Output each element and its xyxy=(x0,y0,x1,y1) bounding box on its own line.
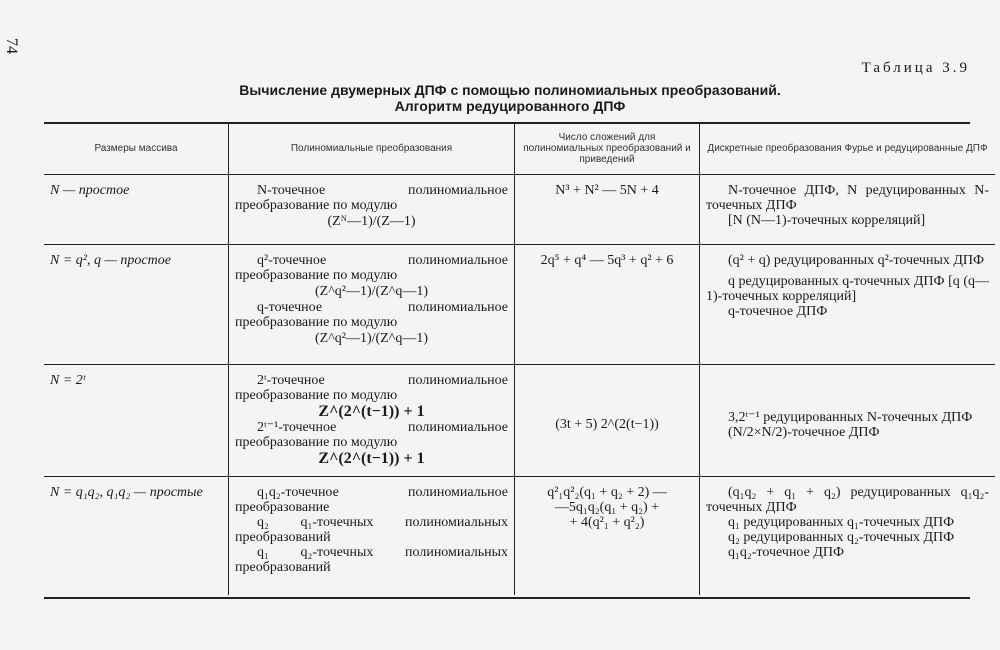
dft-text: [N (N—1)-точечных корреляций] xyxy=(728,213,926,228)
row-poly xyxy=(229,477,515,595)
adds-line: q²₁q²₂(q₁ + q₂ + 2) — xyxy=(547,485,667,500)
header-poly: Полиномиальные преобразования xyxy=(229,122,515,175)
row-poly xyxy=(229,365,515,477)
row-adds: (3t + 5) 2^(2(t−1)) xyxy=(515,365,700,477)
poly-formula: Z^(2^(t−1)) + 1 xyxy=(318,403,425,420)
row-adds: 2q⁵ + q⁴ — 5q³ + q² + 6 xyxy=(515,245,700,365)
adds-line: —5q₁q₂(q₁ + q₂) + xyxy=(554,500,660,515)
row-poly xyxy=(229,175,515,245)
table-title xyxy=(150,82,870,114)
poly-formula: (Zᴺ—1)/(Z—1) xyxy=(327,214,416,229)
table-row xyxy=(44,175,995,245)
poly-formula: (Z^q²—1)/(Z^q—1) xyxy=(315,284,428,299)
row-dft xyxy=(700,175,996,245)
row-size: N = 2ᵗ xyxy=(50,373,86,388)
header-row xyxy=(44,122,995,175)
table-row xyxy=(44,477,995,595)
row-dft xyxy=(700,245,996,365)
poly-text: q₁q₂-точечное полиномиальное преобразование xyxy=(235,485,508,515)
poly-text: q²-точечное полиномиальное преобразование по модулю xyxy=(235,253,508,283)
row-adds: N³ + N² — 5N + 4 xyxy=(515,175,700,245)
data-table xyxy=(44,122,995,595)
dft-text: (q² + q) редуцированных q²-точечных ДПФ xyxy=(728,253,985,268)
dft-text: (N/2×N/2)-точечное ДПФ xyxy=(728,424,880,440)
row-adds xyxy=(515,477,700,595)
title-line-2: Алгоритм редуцированного ДПФ xyxy=(394,98,626,114)
header-size: Размеры массива xyxy=(44,122,229,175)
row-size: N = q², q — простое xyxy=(50,253,171,268)
dft-text: N-точечное ДПФ, N редуцированных N-точечных ДПФ xyxy=(706,183,989,213)
dft-text: q₁ редуцированных q₁-точечных ДПФ xyxy=(728,515,955,530)
title-line-1: Вычисление двумерных ДПФ с помощью полиномиальных преобразований. xyxy=(239,82,781,98)
poly-formula: (Z^q²—1)/(Z^q—1) xyxy=(315,331,428,346)
table-label: Таблица 3.9 xyxy=(861,60,970,76)
poly-text: q-точечное полиномиальное преобразование по модулю xyxy=(235,300,508,330)
header-dft: Дискретные преобразования Фурье и редуцированные ДПФ xyxy=(700,122,996,175)
header-adds: Число сложений для полиномиальных преобразований и приведений xyxy=(515,122,700,175)
table-row xyxy=(44,365,995,477)
bottom-rule xyxy=(44,597,970,599)
table-row xyxy=(44,245,995,365)
poly-text: q₁ q₂-точечных полиномиальных преобразований xyxy=(235,545,508,575)
page-number: 74 xyxy=(3,38,20,54)
poly-text: q₂ q₁-точечных полиномиальных преобразований xyxy=(235,515,508,545)
dft-text: (q₁q₂ + q₁ + q₂) редуцированных q₁q₂-точечных ДПФ xyxy=(706,485,989,515)
adds-line: + 4(q²₁ + q²₂) xyxy=(569,515,645,530)
poly-text: N-точечное полиномиальное преобразование по модулю xyxy=(235,183,508,213)
row-poly xyxy=(229,245,515,365)
dft-text: q₂ редуцированных q₂-точечных ДПФ xyxy=(728,530,955,545)
poly-text: 2ᵗ-точечное полиномиальное преобразование по модулю xyxy=(235,373,508,403)
poly-text: 2ᵗ⁻¹-точечное полиномиальное преобразование по модулю xyxy=(235,420,508,450)
row-size: N — простое xyxy=(50,183,130,198)
dft-text: 3,2ᵗ⁻¹ редуцированных N-точечных ДПФ xyxy=(728,409,973,425)
dft-text: q-точечное ДПФ xyxy=(728,304,828,319)
dft-text: q редуцированных q-точечных ДПФ [q (q—1)-точечных корреляций] xyxy=(706,274,989,304)
row-size: N = q₁q₂, q₁q₂ — простые xyxy=(50,485,203,500)
row-dft xyxy=(700,365,996,477)
poly-formula: Z^(2^(t−1)) + 1 xyxy=(318,450,425,467)
dft-text: q₁q₂-точечное ДПФ xyxy=(728,545,845,560)
row-dft xyxy=(700,477,996,595)
